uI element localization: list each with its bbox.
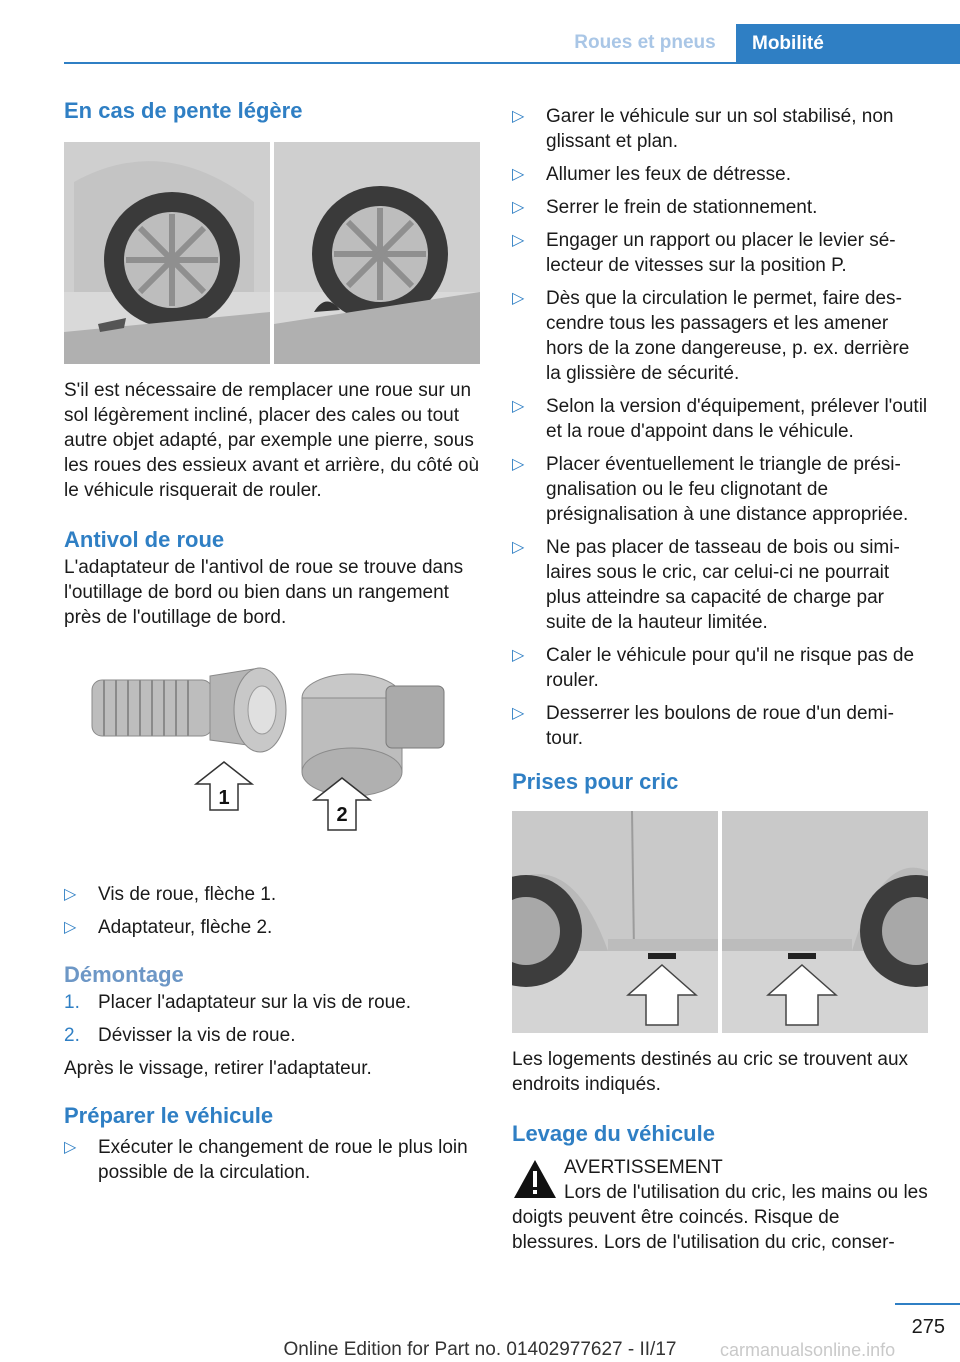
list-item-text: Garer le véhicule sur un sol stabilisé, non glissant et plan. [546, 106, 894, 152]
demontage-steps [64, 990, 480, 1048]
warning-label: AVERTISSEMENT [564, 1157, 723, 1178]
after-text: Après le vissage, retirer l'adaptateur. [64, 1058, 372, 1079]
antivol-text: L'adaptateur de l'antivol de roue se trouve dans l'outillage de bord ou bien dans un rangement près de l'outillage de bord. [64, 557, 464, 628]
list-item-text: Exécuter le changement de roue le plus loin possible de la circulation. [98, 1137, 468, 1183]
slope-wheels-figure [64, 142, 480, 364]
step-text: Placer l'adaptateur sur la vis de roue. [98, 992, 412, 1013]
triangle-right-icon: ▷ [512, 539, 525, 556]
triangle-right-icon: ▷ [512, 108, 525, 125]
warning-box [512, 1155, 928, 1255]
warning-triangle-icon [512, 1157, 558, 1201]
triangle-right-icon: ▷ [512, 166, 525, 183]
triangle-right-icon: ▷ [64, 1139, 77, 1156]
header-chapter-tab: Mobilité [736, 24, 960, 64]
list-item-text: Serrer le frein de stationnement. [546, 197, 818, 218]
prep-list-cont [512, 104, 928, 751]
prep-list-start [64, 1135, 480, 1185]
page-number-rule [895, 1303, 960, 1305]
list-item-text: Vis de roue, flèche 1. [98, 884, 277, 905]
triangle-right-icon: ▷ [64, 886, 77, 903]
list-item-text: Dès que la circulation le permet, faire descendre tous les passagers et les amener hors de la zone dangereuse, p. ex. derrière la glissière de sécurité. [546, 288, 910, 384]
triangle-right-icon: ▷ [512, 456, 525, 473]
header-rule [64, 62, 960, 64]
step-text: Dévisser la vis de roue. [98, 1025, 296, 1046]
list-item-text: Placer éventuellement le triangle de présignalisation ou le feu clignotant de présignalisation à une distance appropriée. [546, 454, 909, 525]
triangle-right-icon: ▷ [512, 290, 525, 307]
list-item [512, 701, 928, 751]
list-item-text: Selon la version d'équipement, prélever l'outil et la roue d'appoint dans le véhicule. [546, 396, 928, 442]
antivol-list [64, 882, 480, 940]
list-item [512, 643, 928, 693]
antivol-heading: Antivol de roue [64, 527, 225, 552]
triangle-right-icon: ▷ [64, 919, 77, 936]
header-section-tab: Roues et pneus [574, 32, 716, 53]
list-item-text: Adaptateur, flèche 2. [98, 917, 273, 938]
triangle-right-icon: ▷ [512, 398, 525, 415]
jack-points-figure [512, 811, 928, 1033]
arrow-2-label: 2 [336, 804, 348, 826]
triangle-right-icon: ▷ [512, 199, 525, 216]
list-item [512, 195, 928, 220]
page-number: 275 [911, 1316, 945, 1338]
step-number: 1. [64, 992, 80, 1013]
list-item-text: Allumer les feux de détresse. [546, 164, 792, 185]
list-item [512, 162, 928, 187]
list-item [64, 882, 480, 907]
list-item-text: Ne pas placer de tasseau de bois ou similaires sous le cric, car celui-ci ne pourrait plus atteindre sa capacité de charge par suite de la hauteur limitée. [546, 537, 900, 633]
arrow-1-label: 1 [218, 787, 230, 809]
list-item-text: Engager un rapport ou placer le levier sélecteur de vitesses sur la position P. [546, 230, 896, 276]
list-item-text: Desserrer les boulons de roue d'un demi-tour. [546, 703, 894, 749]
triangle-right-icon: ▷ [512, 705, 525, 722]
edition-footer: Online Edition for Part no. 01402977627 - II/17 [283, 1339, 677, 1360]
prep-heading: Préparer le véhicule [64, 1103, 274, 1128]
lift-heading: Levage du véhicule [512, 1121, 715, 1146]
list-item [512, 394, 928, 444]
list-item [512, 535, 928, 635]
slope-text: S'il est nécessaire de remplacer une roue sur un sol légèrement incliné, placer des cales ou tout autre objet adapté, par exemple une pierre, sous les roues des essieux avant et arrière, du côté où le véhicule risquerait de rouler. [64, 380, 480, 501]
warning-text: Lors de l'utilisation du cric, les mains ou les doigts peuvent être coincés. Risque de blessures. Lors de l'utilisation du cric, conser- [512, 1182, 928, 1253]
left-column [64, 96, 480, 1193]
list-item-text: Caler le véhicule pour qu'il ne risque pas de rouler. [546, 645, 915, 691]
list-item [512, 286, 928, 386]
demontage-heading: Démontage [64, 962, 184, 987]
list-item [512, 452, 928, 527]
list-item [512, 104, 928, 154]
step-item [64, 1023, 480, 1048]
wheel-lock-figure [64, 658, 480, 854]
step-item [64, 990, 480, 1015]
right-column [512, 104, 928, 1255]
list-item [64, 915, 480, 940]
triangle-right-icon: ▷ [512, 647, 525, 664]
slope-heading: En cas de pente légère [64, 98, 303, 123]
list-item [64, 1135, 480, 1185]
list-item [512, 228, 928, 278]
step-number: 2. [64, 1025, 80, 1046]
jack-points-heading: Prises pour cric [512, 769, 679, 794]
jack-points-text: Les logements destinés au cric se trouvent aux endroits indiqués. [512, 1049, 909, 1095]
watermark: carmanualsonline.info [720, 1340, 896, 1360]
triangle-right-icon: ▷ [512, 232, 525, 249]
